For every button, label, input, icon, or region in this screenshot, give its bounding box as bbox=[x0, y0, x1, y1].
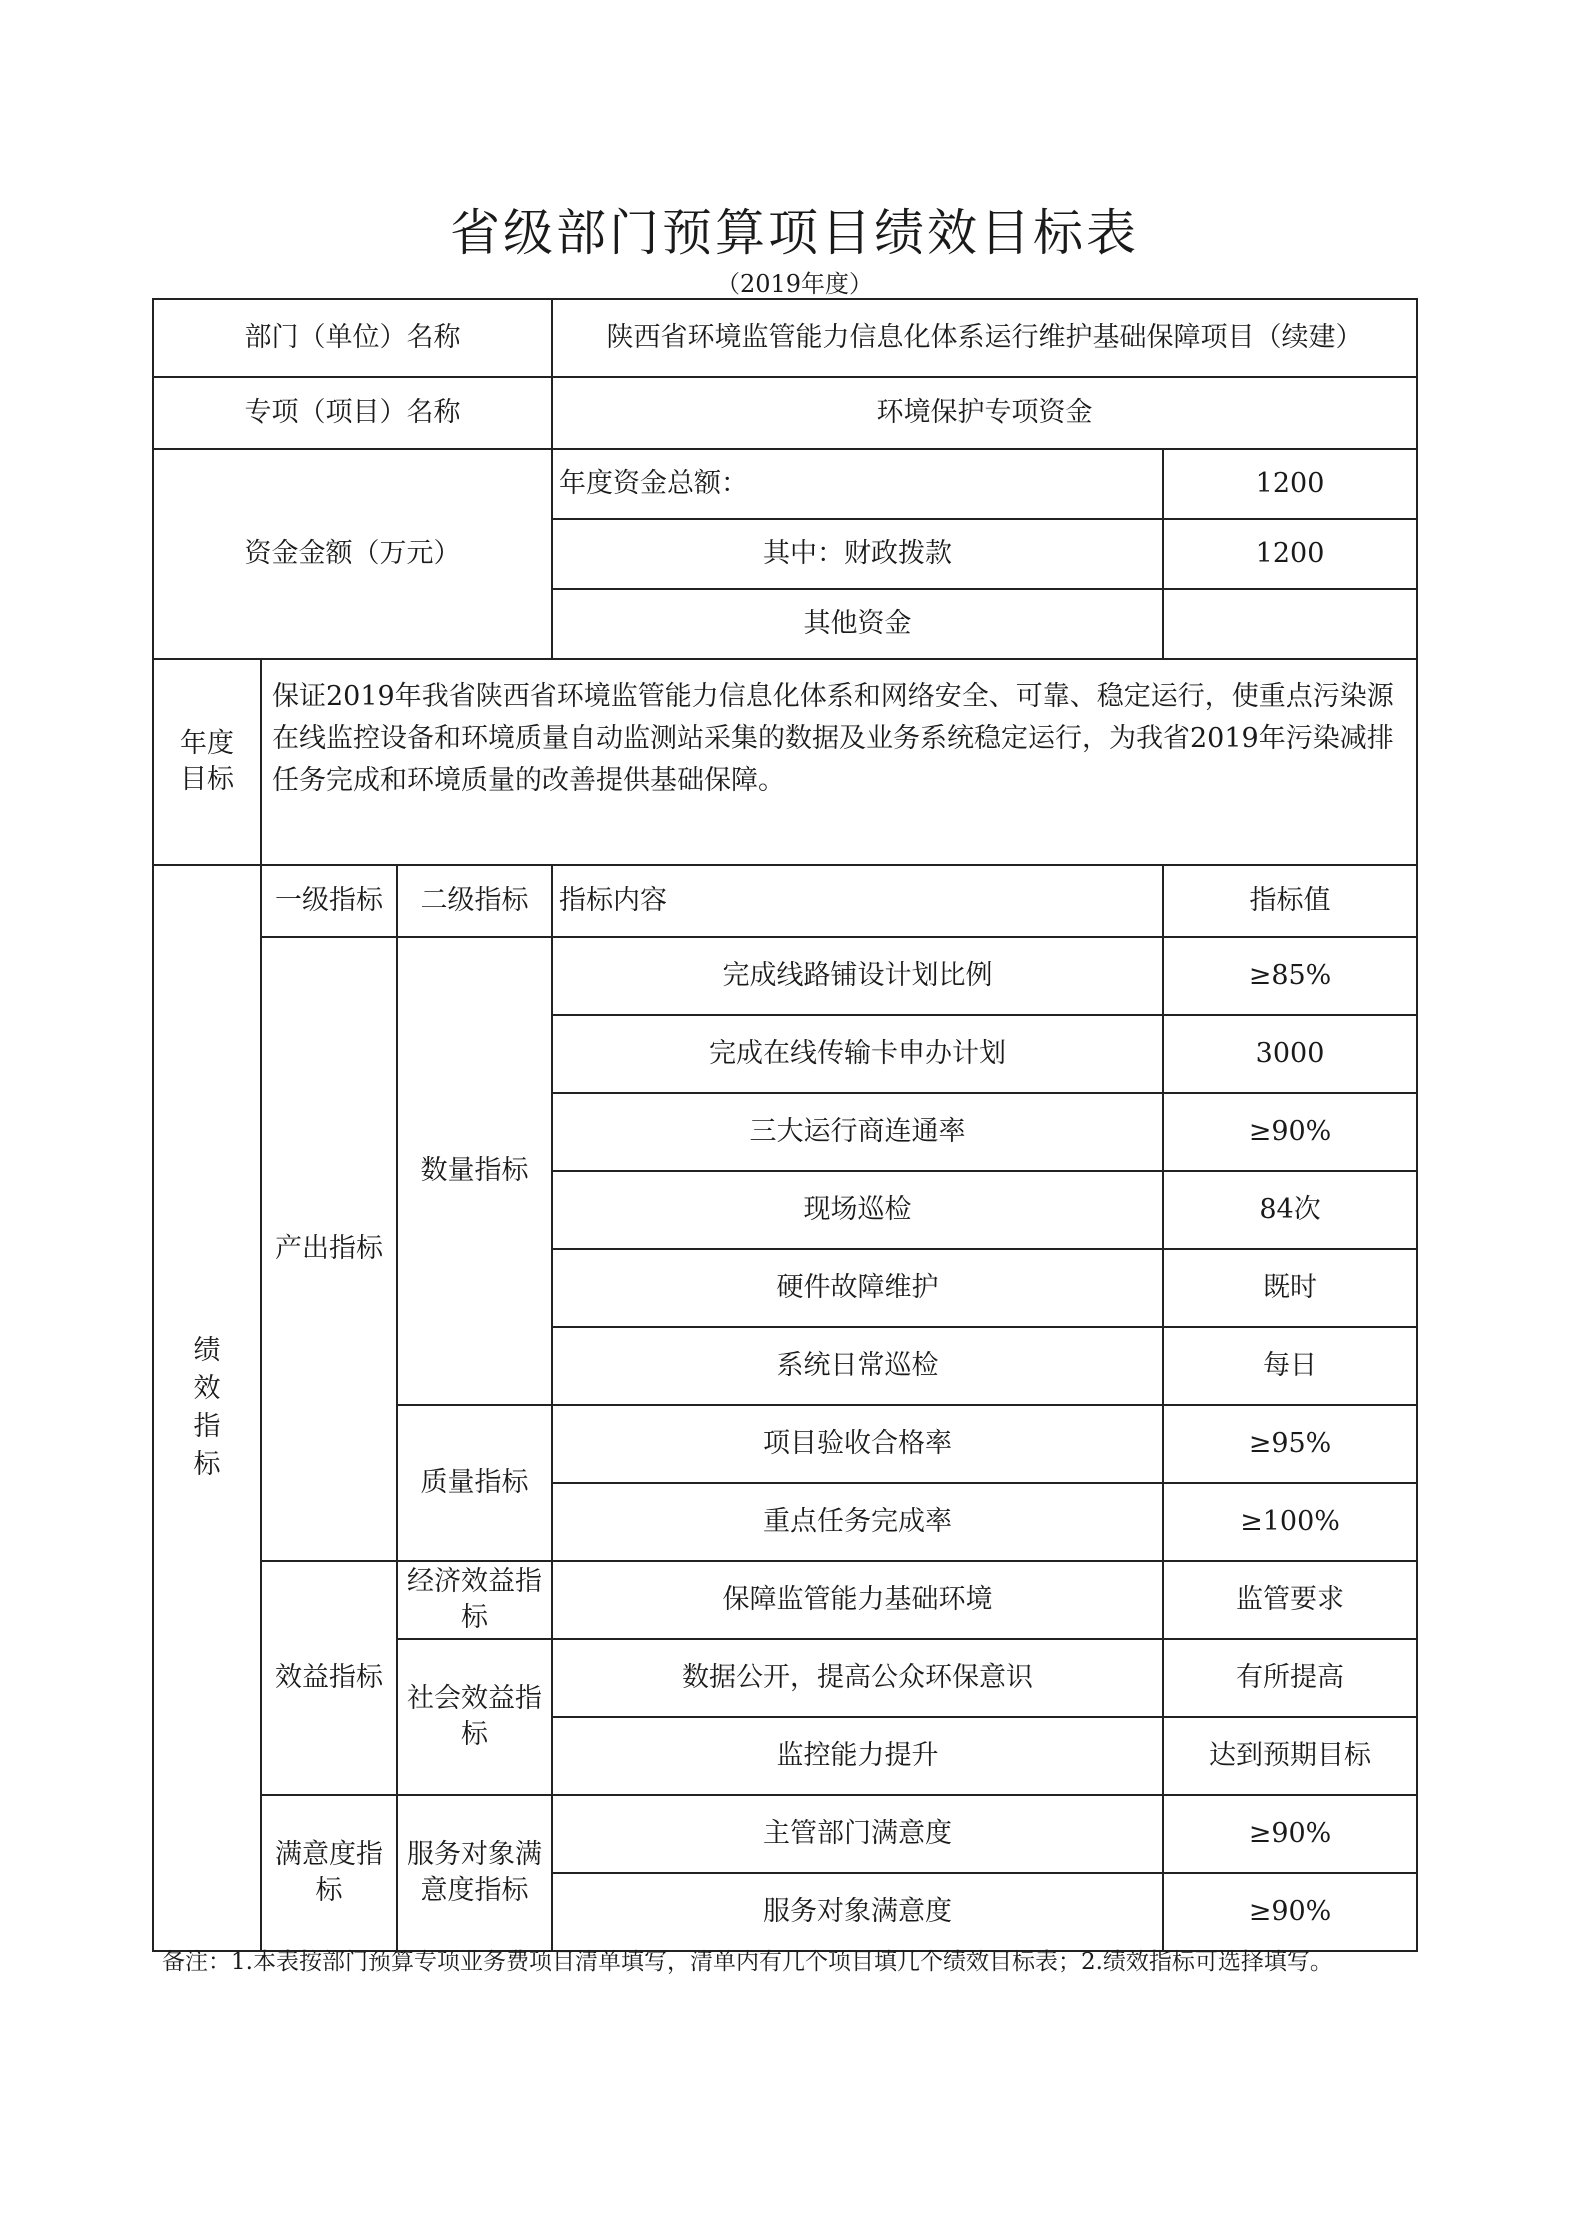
row-content: 主管部门满意度 bbox=[552, 1795, 1163, 1873]
row-content: 保障监管能力基础环境 bbox=[552, 1561, 1163, 1639]
row-content: 现场巡检 bbox=[552, 1171, 1163, 1249]
funds-label-text: 资金金额（万元） bbox=[244, 537, 461, 569]
group-service: 服务对象满意度指标 bbox=[397, 1795, 552, 1951]
group-quality: 质量指标 bbox=[397, 1405, 552, 1561]
group-output: 产出指标 bbox=[261, 937, 397, 1561]
funds-other-value bbox=[1163, 589, 1417, 659]
row-content: 三大运行商连通率 bbox=[552, 1093, 1163, 1171]
row-content: 服务对象满意度 bbox=[552, 1873, 1163, 1951]
row-content: 完成在线传输卡申办计划 bbox=[552, 1015, 1163, 1093]
dept-label: 部门（单位）名称 bbox=[153, 299, 552, 377]
row-value: ≥90% bbox=[1163, 1093, 1417, 1171]
row-value: ≥90% bbox=[1163, 1873, 1417, 1951]
footnote: 备注：1.本表按部门预算专项业务费项目清单填写，清单内有几个项目填几个绩效目标表；2.绩效指标可选择填写。 bbox=[162, 1949, 1333, 1975]
header-value: 指标值 bbox=[1163, 865, 1417, 937]
funds-other-label: 其他资金 bbox=[552, 589, 1163, 659]
group-social: 社会效益指标 bbox=[397, 1639, 552, 1795]
funds-total-value: 1200 bbox=[1163, 449, 1417, 519]
funds-fiscal-value: 1200 bbox=[1163, 519, 1417, 589]
group-benefit: 效益指标 bbox=[261, 1561, 397, 1795]
row-content: 重点任务完成率 bbox=[552, 1483, 1163, 1561]
group-economic: 经济效益指标 bbox=[397, 1561, 552, 1639]
group-quantity: 数量指标 bbox=[397, 937, 552, 1405]
page-title: 省级部门预算项目绩效目标表 bbox=[450, 204, 1139, 262]
annual-goal-text: 保证2019年我省陕西省环境监管能力信息化体系和网络安全、可靠、稳定运行，使重点污染源在线监控设备和环境质量自动监测站采集的数据及业务系统稳定运行，为我省2019年污染减排任务完成和环境质量的改善提供基础保障。 bbox=[261, 659, 1417, 865]
annual-goal-label-text: 年度目标 bbox=[180, 727, 234, 795]
funds-label bbox=[153, 449, 552, 659]
page-subtitle-year: （2019年度） bbox=[715, 270, 874, 298]
row-value: 每日 bbox=[1163, 1327, 1417, 1405]
row-value: ≥90% bbox=[1163, 1795, 1417, 1873]
dept-value: 陕西省环境监管能力信息化体系运行维护基础保障项目（续建） bbox=[552, 299, 1417, 377]
funds-total-label: 年度资金总额： bbox=[552, 449, 1163, 519]
row-content: 完成线路铺设计划比例 bbox=[552, 937, 1163, 1015]
row-content: 项目验收合格率 bbox=[552, 1405, 1163, 1483]
row-value: 达到预期目标 bbox=[1163, 1717, 1417, 1795]
header-level1: 一级指标 bbox=[261, 865, 397, 937]
row-content: 监控能力提升 bbox=[552, 1717, 1163, 1795]
row-content: 系统日常巡检 bbox=[552, 1327, 1163, 1405]
row-content: 数据公开，提高公众环保意识 bbox=[552, 1639, 1163, 1717]
row-value: 3000 bbox=[1163, 1015, 1417, 1093]
project-value: 环境保护专项资金 bbox=[552, 377, 1417, 449]
group-satisfaction: 满意度指标 bbox=[261, 1795, 397, 1951]
header-level2: 二级指标 bbox=[397, 865, 552, 937]
row-value: 监管要求 bbox=[1163, 1561, 1417, 1639]
row-value: 既时 bbox=[1163, 1249, 1417, 1327]
performance-label-text: 绩效指标 bbox=[193, 1335, 221, 1480]
row-content: 硬件故障维护 bbox=[552, 1249, 1163, 1327]
header-content: 指标内容 bbox=[552, 865, 1163, 937]
performance-label bbox=[153, 865, 261, 1951]
project-label: 专项（项目）名称 bbox=[153, 377, 552, 449]
annual-goal-label bbox=[153, 659, 261, 865]
row-value: 有所提高 bbox=[1163, 1639, 1417, 1717]
row-value: ≥95% bbox=[1163, 1405, 1417, 1483]
funds-fiscal-label: 其中：财政拨款 bbox=[552, 519, 1163, 589]
row-value: ≥100% bbox=[1163, 1483, 1417, 1561]
row-value: 84次 bbox=[1163, 1171, 1417, 1249]
row-value: ≥85% bbox=[1163, 937, 1417, 1015]
performance-target-table bbox=[152, 298, 1418, 1952]
